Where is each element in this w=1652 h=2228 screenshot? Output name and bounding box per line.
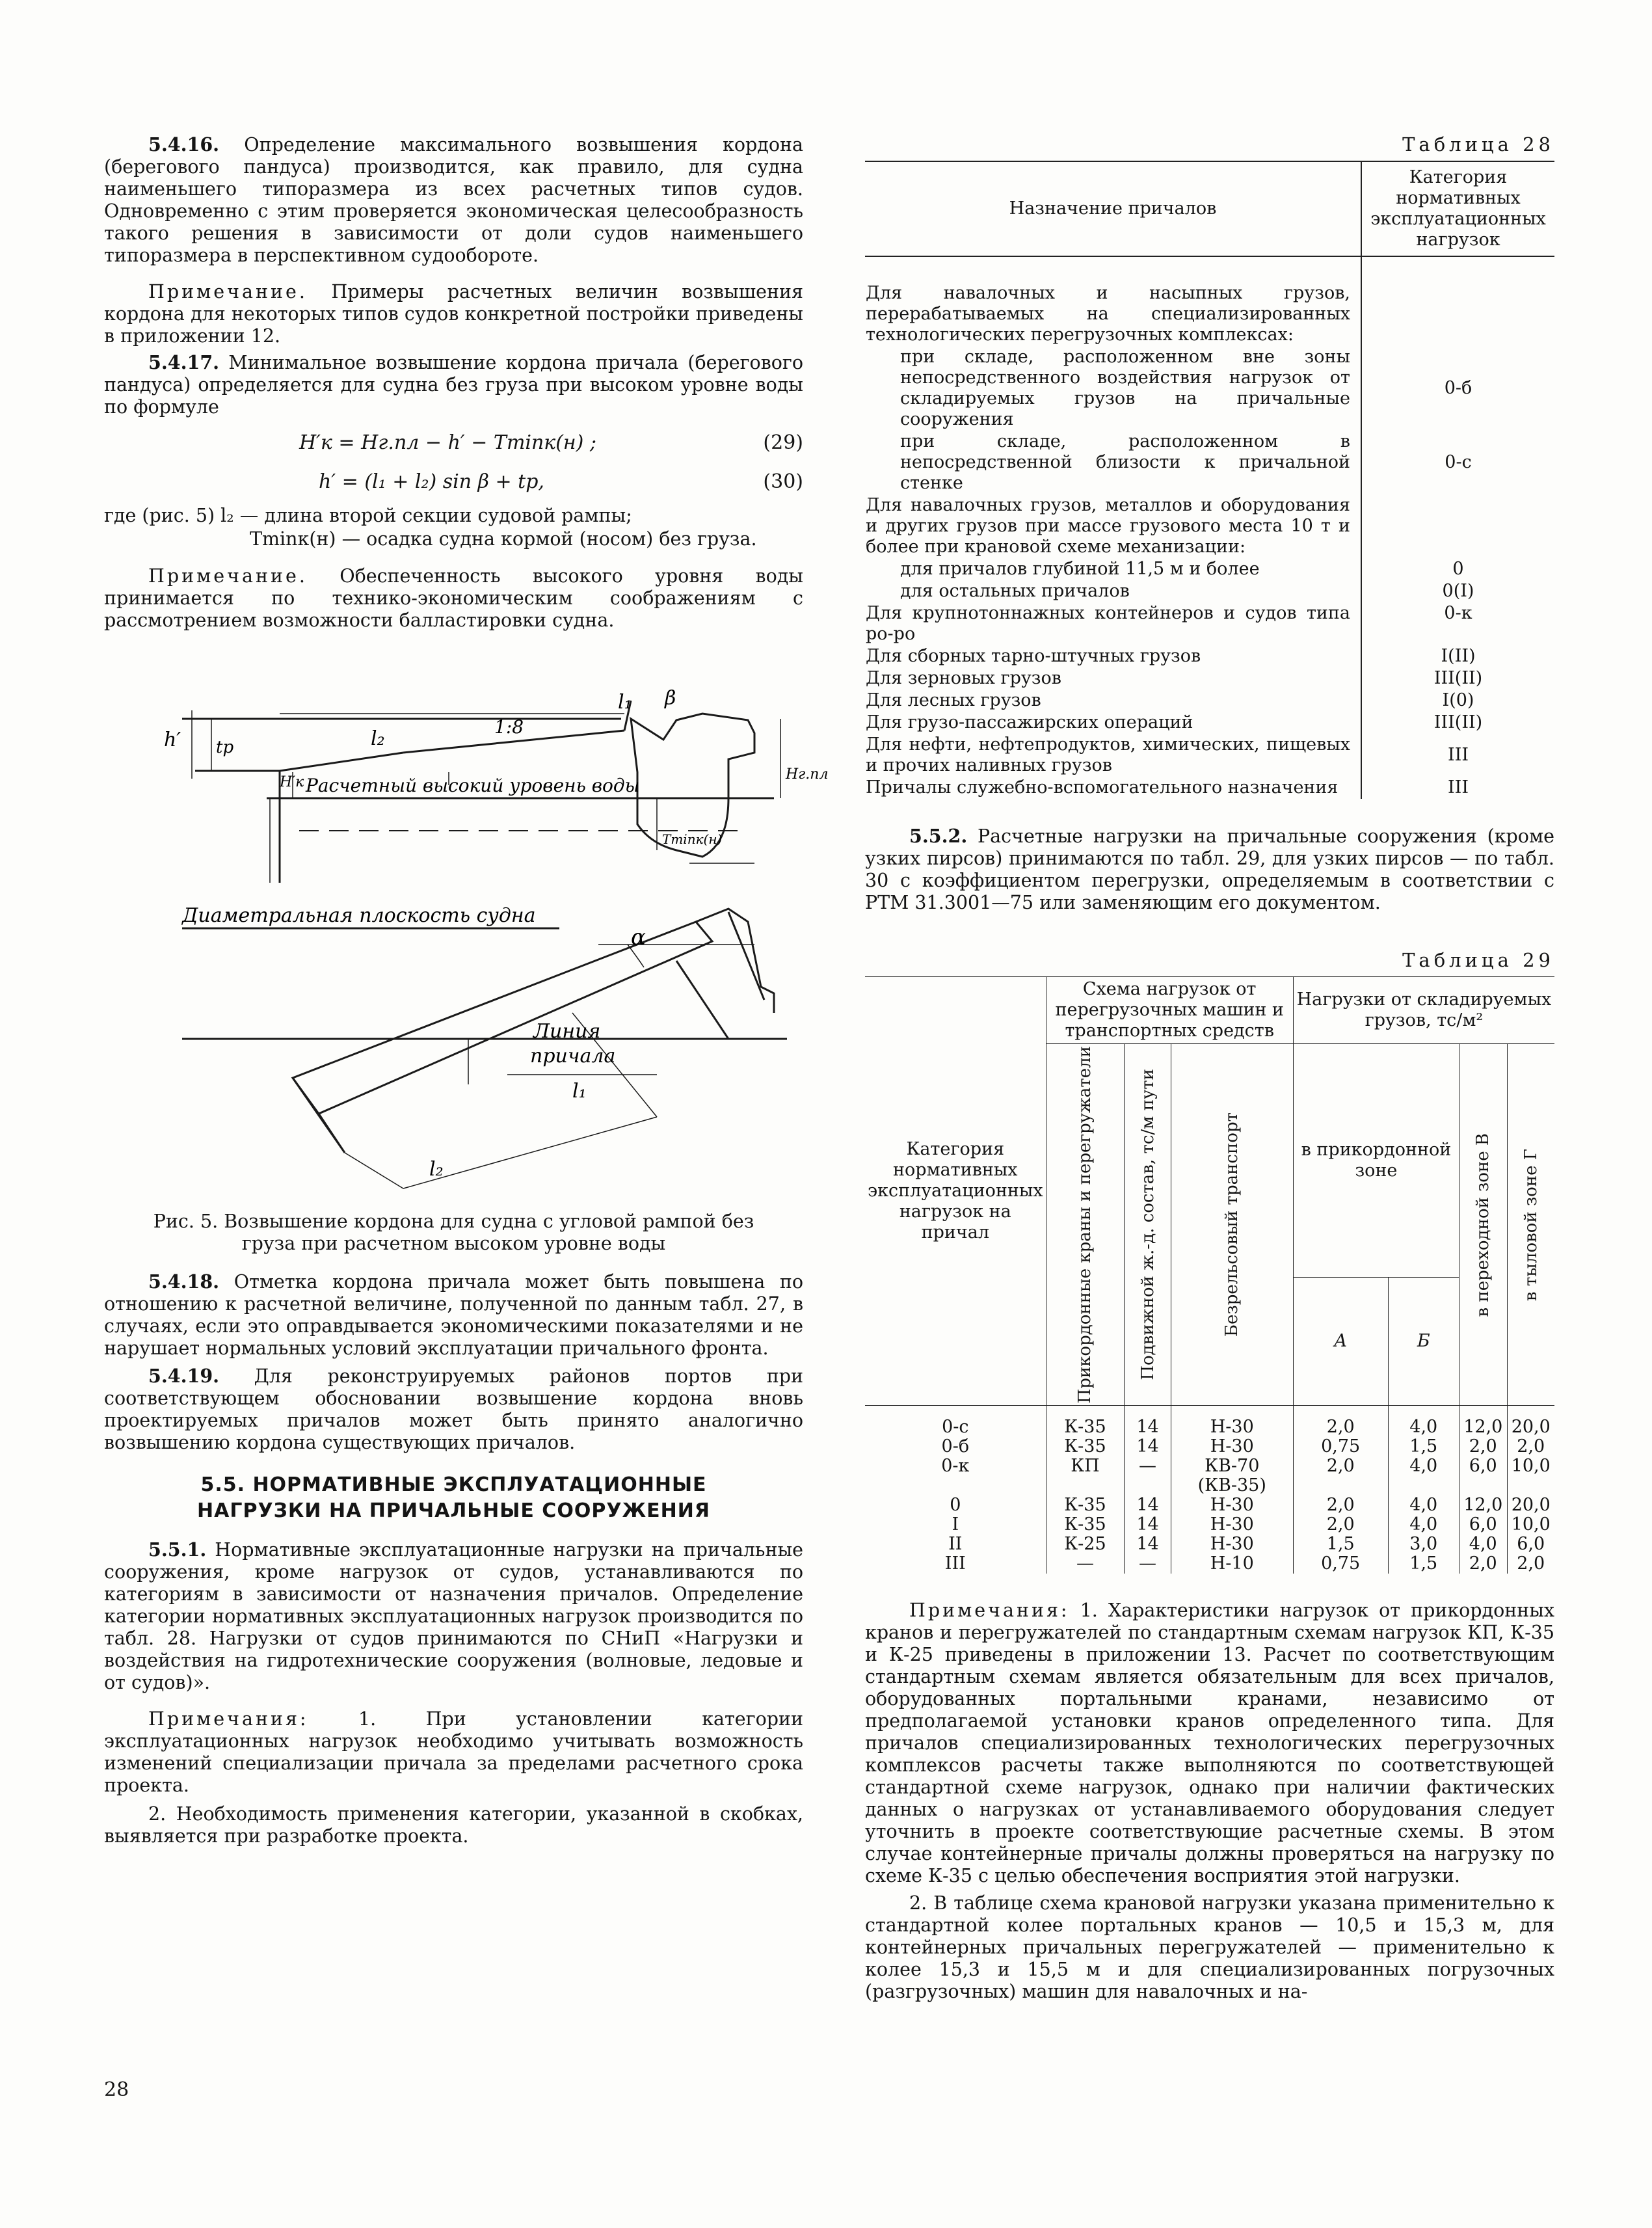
table-28-row <box>865 431 1554 494</box>
table-28-purpose-cell: для причалов глубиной 11,5 м и более <box>900 559 1260 579</box>
table-28-purpose-cell: Для нефти, нефтепродуктов, химических, пищевых и прочих наливных грузов <box>866 734 1350 775</box>
table-28-purpose-cell: Для грузо-пассажирских операций <box>866 712 1193 732</box>
table-29-cell-rail: 14 <box>1125 1437 1171 1456</box>
label-berth-line-1: Линия <box>533 1020 601 1043</box>
figure-5-plan <box>104 896 803 1201</box>
table-29-caption: Таблица 29 <box>1402 949 1554 971</box>
table-28-row <box>865 667 1554 690</box>
table-29-cell-rear <box>1507 1476 1554 1496</box>
table-29-cell-zone-a <box>1293 1476 1388 1496</box>
table-29-cell-category: 0-б <box>865 1437 1046 1456</box>
table-29-cell-trackless: КВ-70 <box>1171 1456 1293 1476</box>
table-29-cell-cranes: — <box>1046 1554 1125 1574</box>
formula-legend: где (рис. 5) l₂ — длина второй секции судовой рампы; Tminк(н) — осадка судна кормой (носом) без груза. <box>104 505 757 550</box>
label-l2-plan: l₂ <box>429 1158 444 1181</box>
table-28-row <box>865 494 1554 558</box>
label-h-prime: h′ <box>164 729 181 751</box>
paragraph-5-4-16: 5.4.16. Определение максимального возвышения кордона (берегового пандуса) производится, как правило, для судна наименьшего типоразмера из всех расчетных типов судов. Одновременно с этим проверяется экономическая целесообразность такого решения в зависимости от доли судов наименьшего типоразмера в перспективном судообороте. <box>104 133 803 266</box>
table-29-row <box>865 1535 1554 1554</box>
table-29-cell-rail: 14 <box>1125 1406 1171 1438</box>
table-29-cell-rail: 14 <box>1125 1515 1171 1535</box>
formula-29: H′к = Hг.пл − h′ − Tminк(н) ; (29) <box>299 431 803 454</box>
paragraph-5-5-2: 5.5.2. Расчетные нагрузки на причальные сооружения (кроме узких пирсов) принимаются по табл. 29, для узких пирсов — по табл. 30 с коэффициентом перегрузки, определяемым в соответствии с РТМ 31.3001—75 или заменяющим его документом. <box>865 825 1554 913</box>
table-28-category-cell: III <box>1361 777 1554 799</box>
table-29-cell-rear: 2,0 <box>1507 1437 1554 1456</box>
table-28-purpose-cell: Для навалочных и насыпных грузов, перерабатываемых на специализированных технологических перегрузочных комплексах: <box>866 283 1350 345</box>
table-29-cell-trackless: Н-30 <box>1171 1437 1293 1456</box>
table-28-purpose-cell: Причалы служебно-вспомогательного назначения <box>866 777 1339 798</box>
table-28-row <box>865 777 1554 799</box>
figure-5-elevation <box>104 649 829 883</box>
table-29-cell-rear: 20,0 <box>1507 1496 1554 1515</box>
table-29-cell-rail: 14 <box>1125 1535 1171 1554</box>
table-28-row <box>865 645 1554 667</box>
table-29-header-cranes: Прикордонные краны и перегружатели <box>1075 1046 1095 1404</box>
table-29-cell-trackless: Н-10 <box>1171 1554 1293 1574</box>
table-28-category-cell: III(II) <box>1361 712 1554 734</box>
label-berth-line-2: причала <box>530 1045 616 1067</box>
table-28-row <box>865 558 1554 580</box>
table-29-cell-zone-a: 1,5 <box>1293 1535 1388 1554</box>
label-water-level: Расчетный высокий уровень воды <box>306 775 640 796</box>
table-29-row <box>865 1406 1554 1438</box>
table-29-cell-transition: 2,0 <box>1459 1554 1507 1574</box>
table-29-cell-cranes: К-25 <box>1046 1535 1125 1554</box>
label-tmin: Tminк(н) <box>662 831 723 847</box>
table-29-cell-trackless: (КВ-35) <box>1171 1476 1293 1496</box>
table-28-row <box>865 256 1554 346</box>
table-29-cell-rail: 14 <box>1125 1496 1171 1515</box>
right-column <box>865 133 1554 2003</box>
label-hk: H′к <box>280 774 304 790</box>
table-29-cell-rail: — <box>1125 1456 1171 1476</box>
table-29-header-b: Б <box>1388 1278 1459 1406</box>
label-slope: 1:8 <box>494 716 524 738</box>
table-29-cell-zone-b <box>1388 1476 1459 1496</box>
notes-table-29-item-2: 2. В таблице схема крановой нагрузки указана применительно к стандартной колее портальных кранов — 10,5 и 15,3 м, для контейнерных причальных перегружателей — применительно к колее 15,3 и 15,5 м и для специализированных погрузочных (разгрузочных) машин для навалочных и на- <box>865 1892 1554 2003</box>
table-29-cell-transition: 2,0 <box>1459 1437 1507 1456</box>
table-29-cell-zone-b: 1,5 <box>1388 1437 1459 1456</box>
paragraph-5-4-17: 5.4.17. Минимальное возвышение кордона причала (берегового пандуса) определяется для судна без груза при высоком уровне воды по формуле <box>104 351 803 418</box>
table-29-cell-cranes: К-35 <box>1046 1496 1125 1515</box>
table-28-purpose-cell: Для навалочных грузов, металлов и оборудования и других грузов при массе грузового места 10 т и более при крановой схеме механизации: <box>866 495 1350 557</box>
paragraph-5-4-19: 5.4.19. Для реконструируемых районов портов при соответствующем обосновании возвышение кордона вновь проектируемых причалов может быть принято аналогично возвышению кордона существующих причалов. <box>104 1365 803 1453</box>
table-29-cell-zone-a: 2,0 <box>1293 1406 1388 1438</box>
table-28-purpose-cell: при складе, расположенном в непосредственной близости к причальной стенке <box>900 431 1350 493</box>
left-column <box>104 133 829 1847</box>
table-28-body <box>865 256 1554 799</box>
table-29-row <box>865 1496 1554 1515</box>
table-29-cell-zone-b: 4,0 <box>1388 1515 1459 1535</box>
table-28-header-purpose: Назначение причалов <box>865 161 1361 256</box>
table-29 <box>865 976 1554 1574</box>
table-29-header-trackless: Безрельсовый транспорт <box>1222 1112 1242 1337</box>
table-29-header-rail: Подвижной ж.-д. состав, тс/м пути <box>1138 1069 1158 1381</box>
table-29-row <box>865 1554 1554 1574</box>
table-28-category-cell <box>1361 256 1554 346</box>
table-29-cell-cranes: К-35 <box>1046 1437 1125 1456</box>
figure-5-caption: Рис. 5. Возвышение кордона для судна с угловой рампой без груза при расчетном высоком уровне воды <box>153 1211 754 1254</box>
table-29-cell-trackless: Н-30 <box>1171 1535 1293 1554</box>
table-29-cell-rear: 6,0 <box>1507 1535 1554 1554</box>
table-28-row <box>865 602 1554 645</box>
table-28 <box>865 161 1554 799</box>
table-29-cell-category: III <box>865 1554 1046 1574</box>
formula-30: h′ = (l₁ + l₂) sin β + tр, (30) <box>319 470 803 493</box>
label-hgpl: Hг.пл <box>786 766 829 783</box>
table-29-cell-zone-b: 1,5 <box>1388 1554 1459 1574</box>
table-28-category-cell: 0 <box>1361 558 1554 580</box>
label-beta: β <box>665 687 676 710</box>
table-29-cell-cranes: К-35 <box>1046 1406 1125 1438</box>
table-29-header-zone: в прикордонной зоне <box>1293 1044 1459 1278</box>
table-29-cell-zone-b: 4,0 <box>1388 1406 1459 1438</box>
table-28-row <box>865 690 1554 712</box>
label-l1: l₁ <box>618 691 632 714</box>
table-28-purpose-cell: для остальных причалов <box>900 581 1130 601</box>
table-28-purpose-cell: Для зерновых грузов <box>866 668 1061 688</box>
table-28-row <box>865 734 1554 777</box>
note-examples: Примечание. Примеры расчетных величин возвышения кордона для некоторых типов судов конкретной постройки приведены в приложении 12. <box>104 281 803 347</box>
paragraph-5-5-1: 5.5.1. Нормативные эксплуатационные нагрузки на причальные сооружения, кроме нагрузок от судов, устанавливаются по категориям в зависимости от назначения причалов. Определение категории нормативных эксплуатационных нагрузок производится по табл. 28. Нагрузки от судов принимаются по СНиП «Нагрузки и воздействия на гидротехнические сооружения (волновые, ледовые и от судов)». <box>104 1538 803 1693</box>
table-29-cell-cranes: К-35 <box>1046 1515 1125 1535</box>
table-29-cell-zone-a: 2,0 <box>1293 1456 1388 1476</box>
table-29-cell-cranes: КП <box>1046 1456 1125 1476</box>
table-28-category-cell: 0-с <box>1361 431 1554 494</box>
table-29-header-loads: Нагрузки от складируемых грузов, тс/м² <box>1293 977 1554 1044</box>
table-29-cell-category: II <box>865 1535 1046 1554</box>
page-number: 28 <box>104 2078 129 2101</box>
table-29-cell-trackless: Н-30 <box>1171 1515 1293 1535</box>
table-29-cell-rail: — <box>1125 1554 1171 1574</box>
table-29-body <box>865 1406 1554 1574</box>
table-29-cell-rear: 10,0 <box>1507 1515 1554 1535</box>
table-28-category-cell: III <box>1361 734 1554 777</box>
table-29-cell-trackless: Н-30 <box>1171 1406 1293 1438</box>
table-29-cell-transition: 4,0 <box>1459 1535 1507 1554</box>
table-28-category-cell: 0-б <box>1361 346 1554 431</box>
table-28-purpose-cell: Для лесных грузов <box>866 690 1041 710</box>
table-29-row <box>865 1437 1554 1456</box>
paragraph-5-4-18: 5.4.18. Отметка кордона причала может быть повышена по отношению к расчетной величине, полученной по данным табл. 27, в случаях, если это оправдывается экономическими показателями и не нарушает нормальных условий эксплуатации причального фронта. <box>104 1270 803 1359</box>
table-28-category-cell: 0(I) <box>1361 580 1554 602</box>
table-29-header-a: А <box>1293 1278 1388 1406</box>
table-28-row <box>865 712 1554 734</box>
table-29-cell-transition: 12,0 <box>1459 1496 1507 1515</box>
notes-table-29: Примечания: 1. Характеристики нагрузок от прикордонных кранов и перегружателей по стандартным схемам нагрузок КП, К-35 и К-25 приведены в приложении 13. Расчет по соответствующим стандартным схемам является обязательным для всех причалов, оборудованных портальными кранами, независимо от предполагаемой установки кранов определенного типа. Для причалов специализированных технологических перегрузочных комплексов расчеты также выполняются по соответствующей стандартной схеме нагрузок, однако при наличии фактических данных о нагрузках от устанавливаемого оборудования следует уточнить в проекте соответствующие расчетные схемы. В этом случае контейнерные причалы должны проверяться на нагрузку по схеме К-35 с целью обеспечения восприятия этой нагрузки. <box>865 1600 1554 1887</box>
label-alpha: α <box>631 924 646 950</box>
table-29-row <box>865 1515 1554 1535</box>
table-29-row <box>865 1456 1554 1476</box>
table-29-cell-transition: 12,0 <box>1459 1406 1507 1438</box>
table-29-cell-trackless: Н-30 <box>1171 1496 1293 1515</box>
table-29-cell-rear: 10,0 <box>1507 1456 1554 1476</box>
table-28-category-cell: III(II) <box>1361 667 1554 690</box>
table-28-category-cell <box>1361 494 1554 558</box>
table-29-cell-category: 0-к <box>865 1456 1046 1476</box>
table-29-cell-zone-a: 2,0 <box>1293 1515 1388 1535</box>
table-29-cell-category <box>865 1476 1046 1496</box>
table-29-cell-rail <box>1125 1476 1171 1496</box>
table-29-row <box>865 1476 1554 1496</box>
table-29-cell-category: 0 <box>865 1496 1046 1515</box>
table-28-header-category: Категория нормативных эксплуатационных нагрузок <box>1361 161 1554 256</box>
table-29-cell-cranes <box>1046 1476 1125 1496</box>
table-29-cell-transition: 6,0 <box>1459 1456 1507 1476</box>
table-29-header-rear: в тыловой зоне Г <box>1521 1148 1541 1301</box>
note-water-level: Примечание. Обеспеченность высокого уровня воды принимается по технико-экономическим соображениям с рассмотрением возможности балластировки судна. <box>104 565 803 631</box>
table-29-cell-transition: 6,0 <box>1459 1515 1507 1535</box>
table-29-header-category: Категория нормативных эксплуатационных нагрузок на причал <box>865 977 1046 1406</box>
notes-category: Примечания: 1. При установлении категории эксплуатационных нагрузок необходимо учитывать возможность изменений специализации причала за пределами расчетного срока проекта. <box>104 1708 803 1796</box>
table-29-header-scheme: Схема нагрузок от перегрузочных машин и транспортных средств <box>1046 977 1293 1044</box>
table-29-cell-zone-a: 2,0 <box>1293 1496 1388 1515</box>
table-28-row <box>865 346 1554 431</box>
table-28-caption: Таблица 28 <box>1402 133 1554 155</box>
table-29-cell-rear: 2,0 <box>1507 1554 1554 1574</box>
table-28-purpose-cell: Для крупнотоннажных контейнеров и судов типа ро-ро <box>866 603 1350 644</box>
label-l2: l₂ <box>371 727 385 750</box>
table-29-cell-category: 0-с <box>865 1406 1046 1438</box>
table-29-cell-zone-b: 4,0 <box>1388 1456 1459 1476</box>
label-tp: tр <box>216 738 234 757</box>
table-29-cell-zone-b: 3,0 <box>1388 1535 1459 1554</box>
table-29-cell-zone-a: 0,75 <box>1293 1554 1388 1574</box>
table-28-category-cell: I(II) <box>1361 645 1554 667</box>
label-l1-plan: l₁ <box>572 1080 587 1103</box>
table-28-category-cell: I(0) <box>1361 690 1554 712</box>
table-29-header-transition: в переходной зоне В <box>1473 1133 1493 1317</box>
table-29-cell-zone-b: 4,0 <box>1388 1496 1459 1515</box>
table-28-row <box>865 580 1554 602</box>
table-29-cell-transition <box>1459 1476 1507 1496</box>
label-centerline-plane: Диаметральная плоскость судна <box>182 904 536 927</box>
section-heading-5-5: 5.5. НОРМАТИВНЫЕ ЭКСПЛУАТАЦИОННЫЕ НАГРУЗКИ НА ПРИЧАЛЬНЫЕ СООРУЖЕНИЯ <box>197 1473 710 1522</box>
table-29-cell-rear: 20,0 <box>1507 1406 1554 1438</box>
table-28-purpose-cell: Для сборных тарно-штучных грузов <box>866 646 1201 666</box>
table-29-cell-zone-a: 0,75 <box>1293 1437 1388 1456</box>
table-28-purpose-cell: при складе, расположенном вне зоны непосредственного воздействия нагрузок от складируемых грузов на причальные сооружения <box>900 347 1350 429</box>
table-28-category-cell: 0-к <box>1361 602 1554 645</box>
table-29-cell-category: I <box>865 1515 1046 1535</box>
notes-brackets: 2. Необходимость применения категории, указанной в скобках, выявляется при разработке проекта. <box>104 1803 803 1847</box>
